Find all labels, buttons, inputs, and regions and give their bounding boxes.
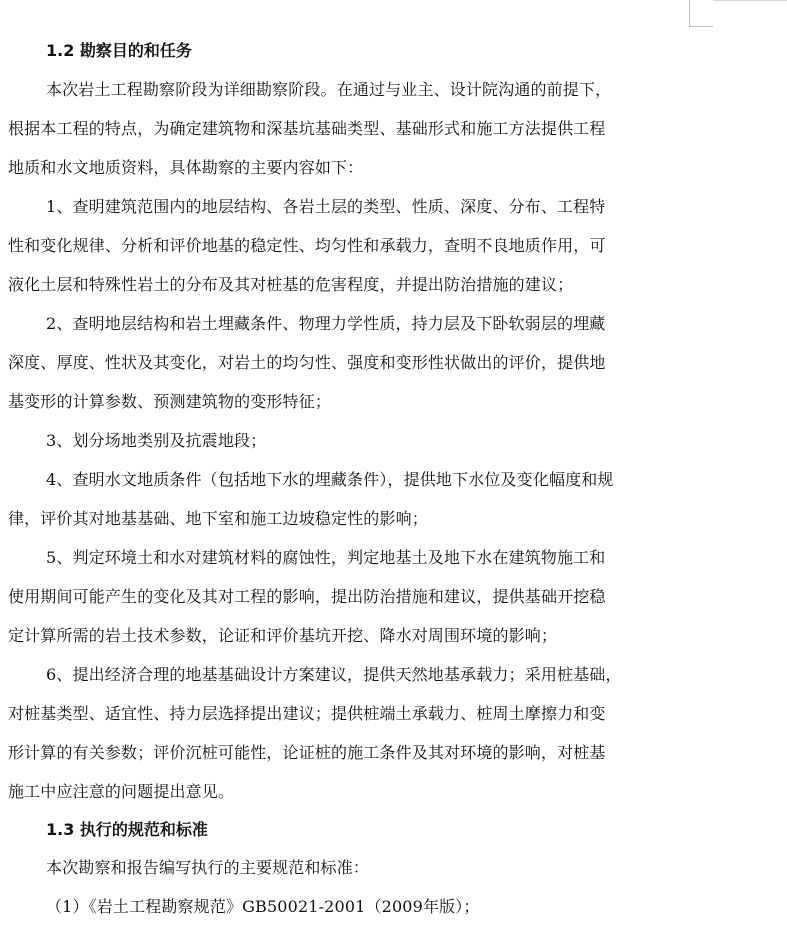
section-number: 1.2: [46, 41, 75, 60]
paragraph-line: 6、提出经济合理的地基基础设计方案建议，提供天然地基承载力；采用桩基础，: [46, 665, 622, 684]
section-heading-1-3: [46, 820, 208, 840]
section-title: 勘察目的和任务: [79, 41, 192, 60]
section-title: 执行的规范和标准: [79, 820, 208, 839]
paragraph-line: 5、判定环境土和水对建筑材料的腐蚀性，判定地基土及地下水在建筑物施工和: [46, 548, 606, 567]
reference-item: （1）《岩土工程勘察规范》GB50021-2001（2009年版）；: [46, 897, 480, 916]
paragraph-line: 液化土层和特殊性岩土的分布及其对桩基的危害程度，并提出防治措施的建议；: [8, 275, 574, 294]
paragraph-line: 3、划分场地类别及抗震地段；: [46, 431, 267, 450]
paragraph-line: 基变形的计算参数、预测建筑物的变形特征；: [8, 392, 332, 411]
paragraph-line: 4、查明水文地质条件（包括地下水的埋藏条件），提供地下水位及变化幅度和规: [46, 470, 614, 489]
paragraph-line: 施工中应注意的问题提出意见。: [8, 782, 235, 801]
paragraph-line: 本次勘察和报告编写执行的主要规范和标准：: [46, 858, 370, 877]
page-corner-mark: [689, 0, 713, 27]
paragraph-line: 深度、厚度、性状及其变化，对岩土的均匀性、强度和变形性状做出的评价，提供地: [8, 353, 606, 372]
paragraph-line: 本次岩土工程勘察阶段为详细勘察阶段。在通过与业主、设计院沟通的前提下，: [46, 80, 612, 99]
paragraph-line: 对桩基类型、适宜性、持力层选择提出建议；提供桩端土承载力、桩周土摩擦力和变: [8, 704, 606, 723]
paragraph-line: 律，评价其对地基基础、地下室和施工边坡稳定性的影响；: [8, 509, 428, 528]
paragraph-line: 形计算的有关参数；评价沉桩可能性，论证桩的施工条件及其对环境的影响，对桩基: [8, 743, 606, 762]
section-number: 1.3: [46, 820, 75, 839]
paragraph-line: 2、查明地层结构和岩土埋藏条件、物理力学性质，持力层及下卧软弱层的埋藏: [46, 314, 606, 333]
page-top-edge: [713, 0, 787, 1]
section-heading-1-2: [46, 41, 192, 61]
paragraph-line: 性和变化规律、分析和评价地基的稳定性、均匀性和承载力，查明不良地质作用，可: [8, 236, 606, 255]
paragraph-line: 使用期间可能产生的变化及其对工程的影响，提出防治措施和建议，提供基础开挖稳: [8, 587, 606, 606]
paragraph-line: 1、查明建筑范围内的地层结构、各岩土层的类型、性质、深度、分布、工程特: [46, 197, 606, 216]
paragraph-line: 根据本工程的特点，为确定建筑物和深基坑基础类型、基础形式和施工方法提供工程: [8, 119, 606, 138]
paragraph-line: 地质和水文地质资料，具体勘察的主要内容如下：: [8, 158, 364, 177]
paragraph-line: 定计算所需的岩土技术参数，论证和评价基坑开挖、降水对周围环境的影响；: [8, 626, 558, 645]
